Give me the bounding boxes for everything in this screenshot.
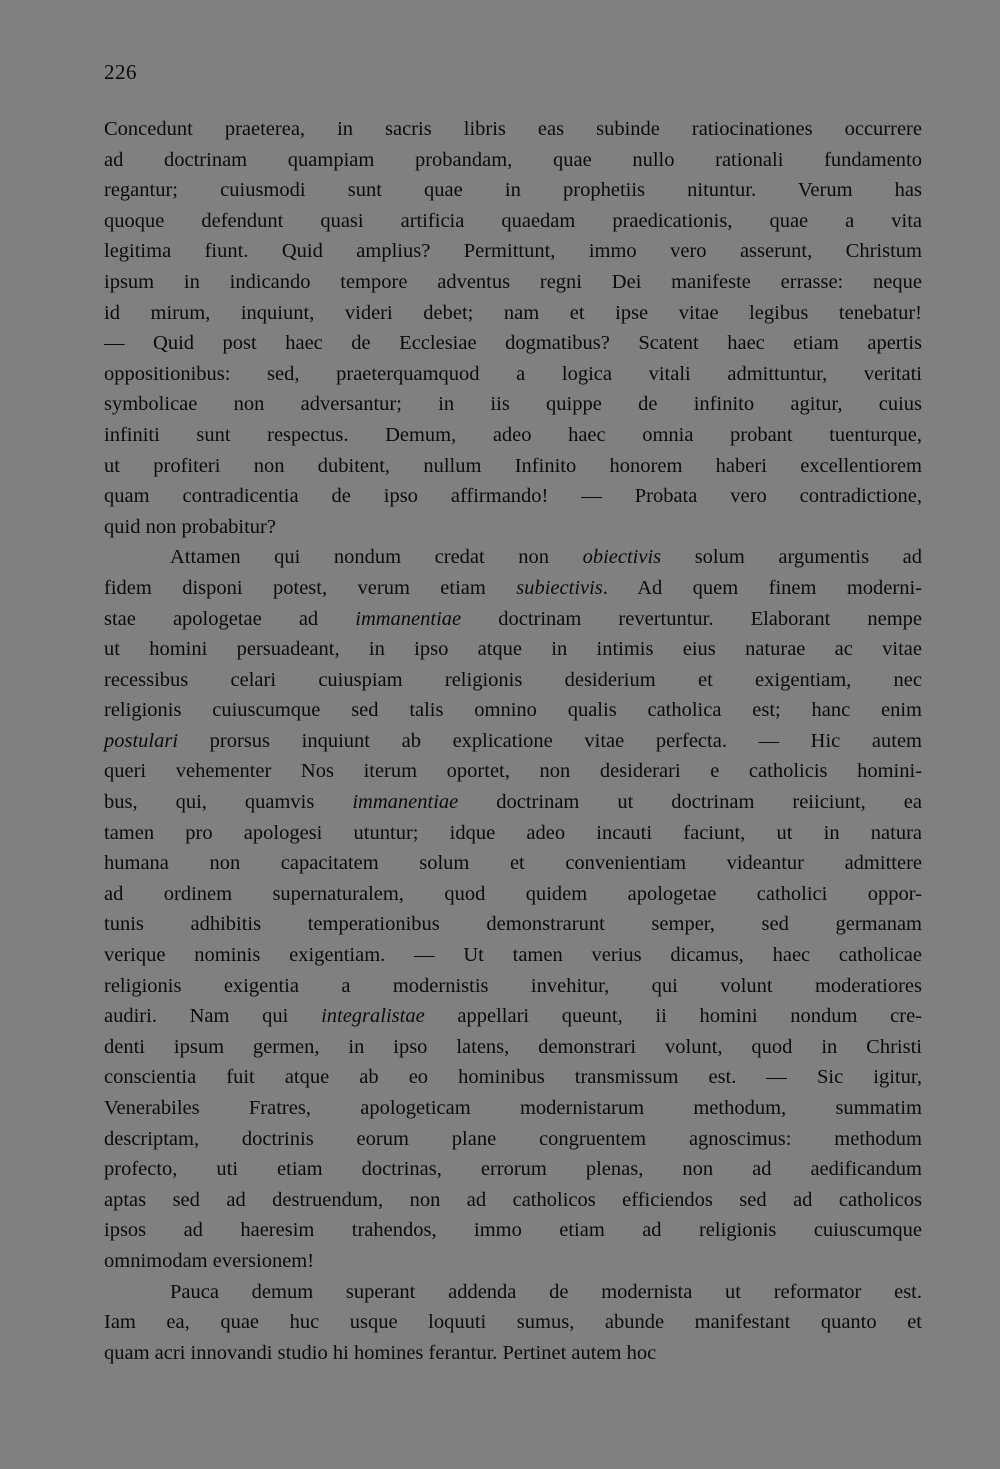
text-line: Venerabiles Fratres, apologeticam modernistarum methodum, summatim — [104, 1097, 922, 1119]
text-line: Attamen qui nondum credat non obiectivis solum argumentis ad — [170, 546, 922, 569]
italic-term: postulari — [104, 729, 179, 752]
text-line: quoque defendunt quasi artificia quaedam praedicationis, quae a vita — [104, 209, 922, 232]
text-line: quam acri innovandi studio hi homines ferantur. Pertinet autem hoc — [104, 1341, 657, 1364]
text-line: bus, qui, quamvis immanentiae doctrinam ut doctrinam reiiciunt, ea — [104, 791, 922, 814]
italic-term: subiectivis — [516, 576, 603, 599]
text-line: ut homini persuadeant, in ipso atque in intimis eius naturae ac vitae — [104, 638, 922, 661]
body-text — [104, 114, 922, 1368]
text-line: Iam ea, quae huc usque loquuti sumus, abunde manifestant quanto et — [104, 1311, 922, 1334]
text-line: stae apologetae ad immanentiae doctrinam revertuntur. Elaborant nempe — [104, 607, 922, 630]
text-line: omnimodam eversionem! — [104, 1249, 315, 1272]
text-line: aptas sed ad destruendum, non ad catholicos efficiendos sed ad catholicos — [104, 1188, 922, 1211]
text-line: tunis adhibitis temperationibus demonstrarunt semper, sed germanam — [104, 913, 922, 936]
text-line: regantur; cuiusmodi sunt quae in prophetiis nituntur. Verum has — [104, 179, 922, 202]
text-line: Pauca demum superant addenda de modernista ut reformator est. — [170, 1280, 922, 1303]
text-line: denti ipsum germen, in ipso latens, demonstrari volunt, quod in Christi — [104, 1035, 922, 1058]
text-line: ipsum in indicando tempore adventus regni Dei manifeste errasse: neque — [104, 270, 922, 293]
text-line: quam contradicentia de ipso affirmando! — Probata vero contradictione, — [104, 485, 922, 508]
text-line: tamen pro apologesi utuntur; idque adeo incauti faciunt, ut in natura — [104, 821, 922, 844]
text-line: legitima fiunt. Quid amplius? Permittunt, immo vero asserunt, Christum — [104, 240, 922, 263]
text-line: — Quid post haec de Ecclesiae dogmatibus? Scatent haec etiam apertis — [104, 332, 922, 355]
italic-term: immanentiae — [355, 607, 462, 630]
italic-term: obiectivis — [582, 546, 662, 569]
text-line: quid non probabitur? — [104, 515, 276, 538]
text-line: recessibus celari cuiuspiam religionis desiderium et exigentiam, nec — [104, 668, 922, 691]
text-line: audiri. Nam qui integralistae appellari queunt, ii homini nondum cre- — [104, 1005, 922, 1028]
text-line: humana non capacitatem solum et convenientiam videantur admittere — [104, 852, 922, 875]
text-line: oppositionibus: sed, praeterquamquod a logica vitali admittuntur, veritati — [104, 362, 922, 385]
text-line: religionis exigentia a modernistis invehitur, qui volunt moderatiores — [104, 974, 922, 997]
text-line: id mirum, inquiunt, videri debet; nam et ipse vitae legibus tenebatur! — [104, 301, 922, 324]
paragraph — [104, 542, 922, 1276]
text-line: ad ordinem supernaturalem, quod quidem apologetae catholici oppor- — [104, 882, 922, 905]
italic-term: integralistae — [321, 1005, 425, 1028]
text-line: ipsos ad haeresim trahendos, immo etiam ad religionis cuiuscumque — [104, 1219, 922, 1242]
text-line: verique nominis exigentiam. — Ut tamen verius dicamus, haec catholicae — [104, 944, 922, 967]
text-line: symbolicae non adversantur; in iis quippe de infinito agitur, cuius — [104, 393, 922, 416]
paragraph — [104, 1277, 922, 1369]
text-line: profecto, uti etiam doctrinas, errorum plenas, non ad aedificandum — [104, 1158, 922, 1181]
italic-term: immanentiae — [352, 791, 459, 814]
text-line: infiniti sunt respectus. Demum, adeo haec omnia probant tuenturque, — [104, 423, 922, 446]
text-line: ad doctrinam quampiam probandam, quae nullo rationali fundamento — [104, 148, 922, 171]
text-line: religionis cuiuscumque sed talis omnino qualis catholica est; hanc enim — [104, 699, 922, 722]
text-line: fidem disponi potest, verum etiam subiectivis. Ad quem finem moderni- — [104, 576, 922, 599]
text-line: ut profiteri non dubitent, nullum Infinito honorem haberi excellentiorem — [104, 454, 922, 477]
text-line: queri vehementer Nos iterum oportet, non desiderari e catholicis homini- — [104, 760, 922, 783]
paragraph — [104, 114, 922, 542]
text-line: Concedunt praeterea, in sacris libris eas subinde ratiocinationes occurrere — [104, 118, 922, 140]
text-line: postulari prorsus inquiunt ab explicatione vitae perfecta. — Hic autem — [104, 729, 922, 752]
text-line: descriptam, doctrinis eorum plane congruentem agnoscimus: methodum — [104, 1127, 922, 1150]
text-line: conscientia fuit atque ab eo hominibus transmissum est. — Sic igitur, — [104, 1066, 922, 1089]
page-number: 226 — [104, 60, 137, 84]
